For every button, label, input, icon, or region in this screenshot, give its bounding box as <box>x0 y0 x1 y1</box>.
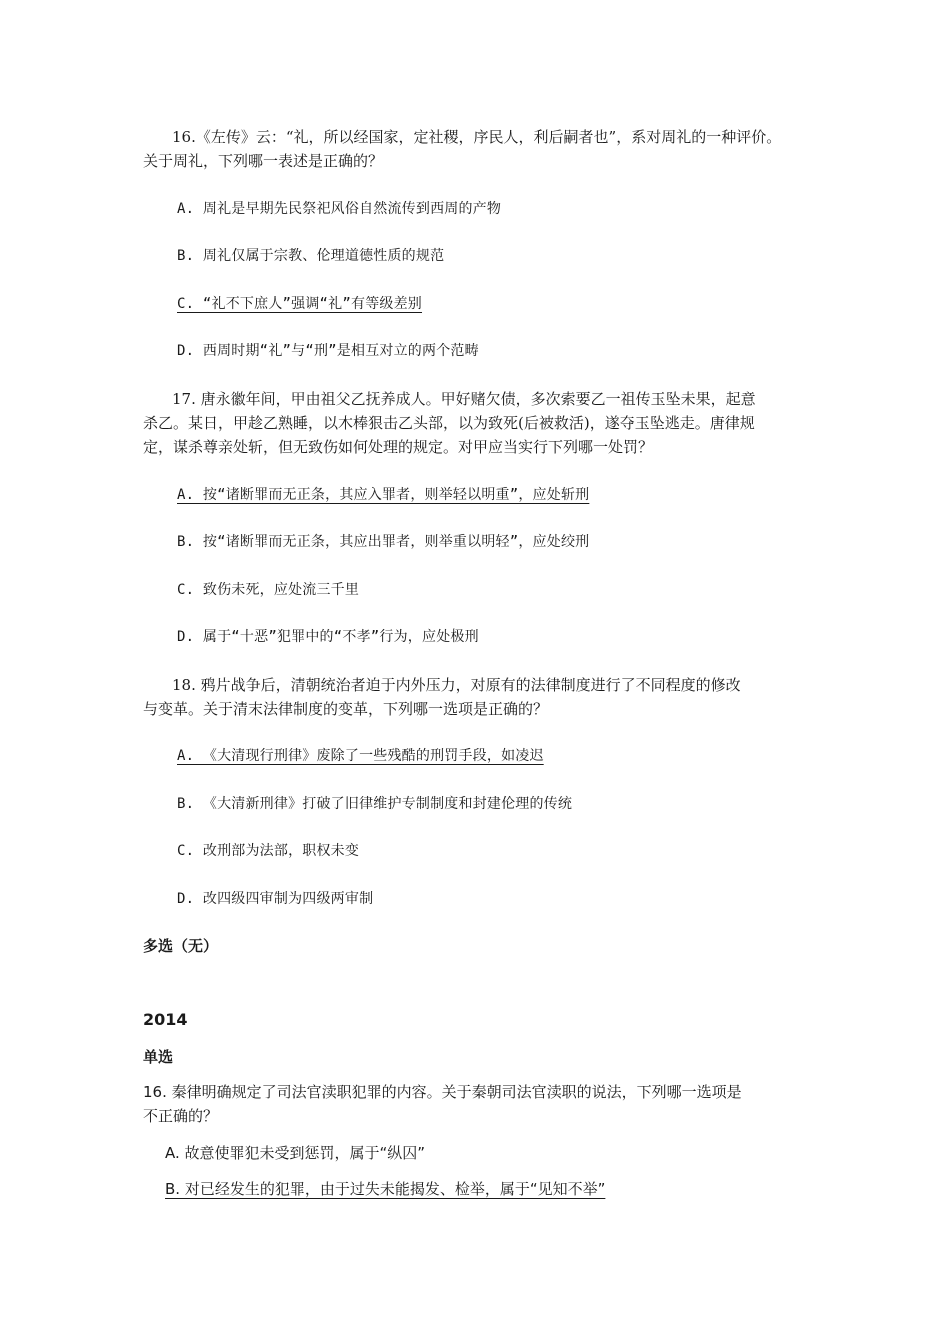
q17-option-a-answer: A. 按“诸断罪而无正条，其应入罪者，则举轻以明重”，应处斩刑 <box>177 487 590 503</box>
q16-option-a: A. 周礼是早期先民祭祀风俗自然流传到西周的产物 <box>177 201 502 217</box>
q2014-16-option-b-text: B. 对已经发生的犯罪，由于过失未能揭发、检举，属于“见知不举” <box>165 1180 606 1198</box>
year-heading: 2014 <box>143 1010 188 1029</box>
q16-option-b: B. 周礼仅属于宗教、伦理道德性质的规范 <box>177 248 445 264</box>
q18-option-a-answer: A. 《大清现行刑律》废除了一些残酷的刑罚手段，如凌迟 <box>177 748 544 764</box>
q16-stem-line2: 关于周礼，下列哪一表述是正确的？ <box>143 152 384 170</box>
q17-stem-line1: 17. 唐永徽年间，甲由祖父乙抚养成人。甲好赌欠债，多次索要乙一祖传玉坠未果，起意 <box>172 390 756 408</box>
q16-stem-line1: 16.《左传》云：“礼，所以经国家，定社稷，序民人，利后嗣者也”，系对周礼的一种评价。 <box>172 128 782 146</box>
q2014-16-stem-line2: 不正确的？ <box>143 1107 219 1125</box>
q18-option-c: C. 改刑部为法部，职权未变 <box>177 843 360 859</box>
q2014-16-option-b-answer <box>155 1179 605 1199</box>
q16-option-d: D. 西周时期“礼”与“刑”是相互对立的两个范畴 <box>177 343 479 359</box>
q16-option-c-answer: C. “礼不下庶人”强调“礼”有等级差别 <box>177 296 423 312</box>
q17-option-c: C. 致伤未死，应处流三千里 <box>177 582 360 598</box>
q17-option-b: B. 按“诸断罪而无正条，其应出罪者，则举重以明轻”，应处绞刑 <box>177 534 590 550</box>
q18-option-d: D. 改四级四审制为四级两审制 <box>177 891 374 907</box>
q17-stem-line2: 杀乙。某日，甲趁乙熟睡，以木棒狠击乙头部，以为致死(后被救活)，遂夺玉坠逃走。唐律规 <box>143 414 755 432</box>
q18-option-b: B. 《大清新刑律》打破了旧律维护专制制度和封建伦理的传统 <box>177 796 573 812</box>
single-choice-heading: 单选 <box>143 1048 174 1066</box>
q17-stem-line3: 定，谋杀尊亲处斩，但无致伤如何处理的规定。对甲应当实行下列哪一处罚？ <box>143 438 654 456</box>
q17-option-d: D. 属于“十恶”犯罪中的“不孝”行为，应处极刑 <box>177 629 479 645</box>
multi-choice-heading: 多选（无） <box>143 937 219 955</box>
q18-stem-line1: 18. 鸦片战争后，清朝统治者迫于内外压力，对原有的法律制度进行了不同程度的修改 <box>172 676 741 694</box>
q2014-16-stem-line1: 16. 秦律明确规定了司法官渎职犯罪的内容。关于秦朝司法官渎职的说法，下列哪一选项是 <box>143 1083 742 1101</box>
q2014-16-option-a: A. 故意使罪犯未受到惩罚，属于“纵囚” <box>165 1144 426 1162</box>
q18-stem-line2: 与变革。关于清末法律制度的变革，下列哪一选项是正确的？ <box>143 700 549 718</box>
